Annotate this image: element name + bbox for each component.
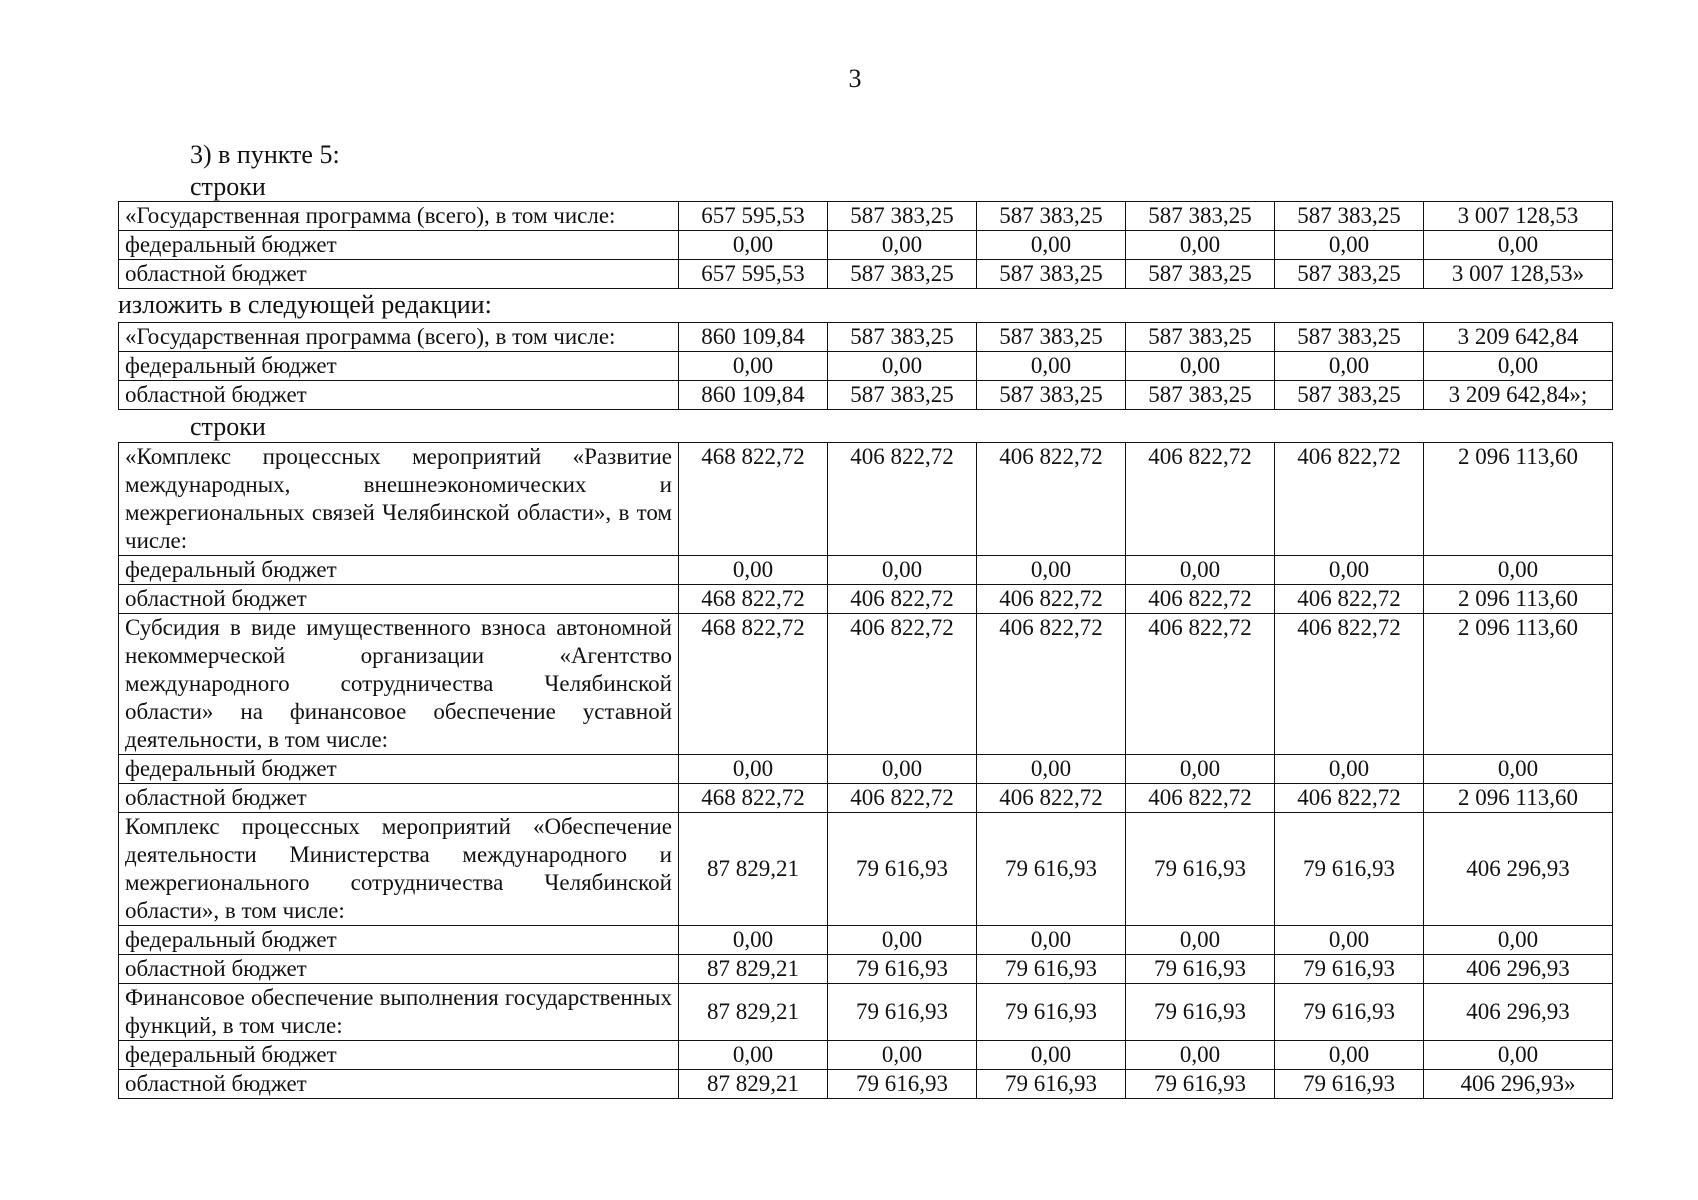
strings-label: строки [190, 172, 266, 201]
row-label: «Государственная программа (всего), в том числе: [119, 202, 679, 231]
value-cell: 0,00 [828, 1041, 977, 1070]
value-cell: 79 616,93 [1126, 813, 1275, 926]
value-cell: 0,00 [977, 556, 1126, 585]
value-cell: 406 822,72 [1126, 614, 1275, 755]
value-cell: 87 829,21 [679, 813, 828, 926]
value-cell: 587 383,25 [1275, 323, 1424, 352]
value-cell: 0,00 [1424, 231, 1613, 260]
value-cell: 79 616,93 [828, 1070, 977, 1099]
value-cell: 406 822,72 [1275, 614, 1424, 755]
table-row [119, 1070, 1613, 1099]
value-cell: 406 822,72 [1126, 784, 1275, 813]
value-cell: 587 383,25 [1126, 202, 1275, 231]
value-cell: 2 096 113,60 [1424, 585, 1613, 614]
row-label: федеральный бюджет [119, 755, 679, 784]
value-cell: 0,00 [1275, 556, 1424, 585]
value-cell: 0,00 [679, 556, 828, 585]
table-row [119, 202, 1613, 231]
value-cell: 468 822,72 [679, 585, 828, 614]
row-label: федеральный бюджет [119, 1041, 679, 1070]
value-cell: 468 822,72 [679, 443, 828, 556]
value-cell: 79 616,93 [828, 813, 977, 926]
value-cell: 860 109,84 [679, 323, 828, 352]
value-cell: 0,00 [1424, 352, 1613, 381]
row-label: федеральный бюджет [119, 352, 679, 381]
value-cell: 3 209 642,84 [1424, 323, 1613, 352]
value-cell: 79 616,93 [828, 984, 977, 1041]
value-cell: 406 822,72 [1275, 443, 1424, 556]
row-label: Субсидия в виде имущественного взноса автономной некоммерческой организации «Агентство международного сотрудничества Челябинской области» на финансовое обеспечение уставной деятельности, в том числе: [119, 614, 679, 755]
value-cell: 0,00 [1126, 556, 1275, 585]
table-complex-measures [118, 442, 1613, 1099]
value-cell: 587 383,25 [828, 202, 977, 231]
row-label: Комплекс процессных мероприятий «Обеспечение деятельности Министерства международного и межрегионального сотрудничества Челябинской области», в том числе: [119, 813, 679, 926]
value-cell: 0,00 [679, 1041, 828, 1070]
value-cell: 406 822,72 [977, 585, 1126, 614]
value-cell: 79 616,93 [977, 955, 1126, 984]
value-cell: 0,00 [977, 352, 1126, 381]
table-row [119, 443, 1613, 556]
section-heading: 3) в пункте 5: [190, 140, 340, 169]
value-cell: 468 822,72 [679, 614, 828, 755]
value-cell: 468 822,72 [679, 784, 828, 813]
value-cell: 87 829,21 [679, 955, 828, 984]
value-cell: 0,00 [1126, 926, 1275, 955]
strings-label-2: строки [190, 412, 266, 441]
table-row [119, 984, 1613, 1041]
value-cell: 0,00 [828, 926, 977, 955]
value-cell: 587 383,25 [828, 260, 977, 289]
value-cell: 406 822,72 [828, 585, 977, 614]
value-cell: 87 829,21 [679, 984, 828, 1041]
value-cell: 0,00 [1275, 1041, 1424, 1070]
row-label: «Государственная программа (всего), в том числе: [119, 323, 679, 352]
value-cell: 79 616,93 [1126, 955, 1275, 984]
table-row [119, 260, 1613, 289]
value-cell: 406 822,72 [977, 443, 1126, 556]
row-label: областной бюджет [119, 585, 679, 614]
value-cell: 587 383,25 [977, 202, 1126, 231]
value-cell: 587 383,25 [1275, 381, 1424, 410]
value-cell: 587 383,25 [977, 323, 1126, 352]
table-row [119, 755, 1613, 784]
table-row [119, 585, 1613, 614]
table-row [119, 813, 1613, 926]
value-cell: 0,00 [679, 755, 828, 784]
value-cell: 79 616,93 [1275, 813, 1424, 926]
value-cell: 0,00 [1424, 1041, 1613, 1070]
value-cell: 2 096 113,60 [1424, 443, 1613, 556]
value-cell: 3 007 128,53» [1424, 260, 1613, 289]
value-cell: 79 616,93 [977, 1070, 1126, 1099]
value-cell: 406 296,93 [1424, 984, 1613, 1041]
row-label: федеральный бюджет [119, 926, 679, 955]
value-cell: 406 822,72 [828, 443, 977, 556]
value-cell: 406 296,93 [1424, 955, 1613, 984]
value-cell: 0,00 [1126, 1041, 1275, 1070]
value-cell: 79 616,93 [1275, 1070, 1424, 1099]
value-cell: 0,00 [1275, 352, 1424, 381]
value-cell: 0,00 [1275, 755, 1424, 784]
value-cell: 79 616,93 [1275, 984, 1424, 1041]
value-cell: 587 383,25 [828, 381, 977, 410]
value-cell: 406 822,72 [1275, 784, 1424, 813]
table-old-values [118, 201, 1613, 289]
value-cell: 657 595,53 [679, 260, 828, 289]
value-cell: 79 616,93 [1126, 1070, 1275, 1099]
value-cell: 79 616,93 [828, 955, 977, 984]
value-cell: 587 383,25 [1126, 381, 1275, 410]
value-cell: 0,00 [977, 926, 1126, 955]
value-cell: 0,00 [977, 231, 1126, 260]
value-cell: 587 383,25 [1126, 260, 1275, 289]
row-label: областной бюджет [119, 260, 679, 289]
value-cell: 0,00 [679, 231, 828, 260]
table-row [119, 614, 1613, 755]
value-cell: 0,00 [1424, 926, 1613, 955]
table-row [119, 556, 1613, 585]
value-cell: 0,00 [828, 231, 977, 260]
value-cell: 587 383,25 [977, 381, 1126, 410]
value-cell: 406 822,72 [1126, 443, 1275, 556]
value-cell: 406 822,72 [1126, 585, 1275, 614]
value-cell: 0,00 [1424, 556, 1613, 585]
value-cell: 79 616,93 [977, 984, 1126, 1041]
row-label: федеральный бюджет [119, 231, 679, 260]
value-cell: 0,00 [1126, 352, 1275, 381]
row-label: областной бюджет [119, 955, 679, 984]
value-cell: 79 616,93 [977, 813, 1126, 926]
table-row [119, 1041, 1613, 1070]
value-cell: 79 616,93 [1275, 955, 1424, 984]
value-cell: 406 822,72 [977, 784, 1126, 813]
table-row [119, 231, 1613, 260]
table-row [119, 323, 1613, 352]
row-label: «Комплекс процессных мероприятий «Развитие международных, внешнеэкономических и межрегиональных связей Челябинской области», в том числе: [119, 443, 679, 556]
value-cell: 406 822,72 [977, 614, 1126, 755]
row-label: областной бюджет [119, 784, 679, 813]
replace-label: изложить в следующей редакции: [118, 290, 492, 319]
value-cell: 0,00 [679, 926, 828, 955]
value-cell: 587 383,25 [1275, 260, 1424, 289]
value-cell: 587 383,25 [1275, 202, 1424, 231]
value-cell: 0,00 [1126, 755, 1275, 784]
value-cell: 0,00 [679, 352, 828, 381]
row-label: Финансовое обеспечение выполнения государственных функций, в том числе: [119, 984, 679, 1041]
value-cell: 657 595,53 [679, 202, 828, 231]
table-row [119, 352, 1613, 381]
value-cell: 0,00 [977, 755, 1126, 784]
value-cell: 0,00 [828, 755, 977, 784]
table-new-values [118, 322, 1613, 410]
value-cell: 406 296,93» [1424, 1070, 1613, 1099]
value-cell: 406 296,93 [1424, 813, 1613, 926]
page-number: 3 [848, 64, 862, 93]
value-cell: 0,00 [828, 556, 977, 585]
row-label: федеральный бюджет [119, 556, 679, 585]
value-cell: 0,00 [977, 1041, 1126, 1070]
value-cell: 0,00 [1275, 231, 1424, 260]
value-cell: 587 383,25 [828, 323, 977, 352]
value-cell: 3 007 128,53 [1424, 202, 1613, 231]
value-cell: 406 822,72 [1275, 585, 1424, 614]
table-row [119, 381, 1613, 410]
value-cell: 406 822,72 [828, 784, 977, 813]
value-cell: 0,00 [1126, 231, 1275, 260]
value-cell: 3 209 642,84»; [1424, 381, 1613, 410]
value-cell: 0,00 [1424, 755, 1613, 784]
table-row [119, 784, 1613, 813]
row-label: областной бюджет [119, 1070, 679, 1099]
value-cell: 587 383,25 [1126, 323, 1275, 352]
value-cell: 79 616,93 [1126, 984, 1275, 1041]
table-row [119, 955, 1613, 984]
value-cell: 406 822,72 [828, 614, 977, 755]
value-cell: 0,00 [828, 352, 977, 381]
value-cell: 87 829,21 [679, 1070, 828, 1099]
value-cell: 2 096 113,60 [1424, 614, 1613, 755]
table-row [119, 926, 1613, 955]
value-cell: 2 096 113,60 [1424, 784, 1613, 813]
value-cell: 860 109,84 [679, 381, 828, 410]
value-cell: 587 383,25 [977, 260, 1126, 289]
row-label: областной бюджет [119, 381, 679, 410]
value-cell: 0,00 [1275, 926, 1424, 955]
